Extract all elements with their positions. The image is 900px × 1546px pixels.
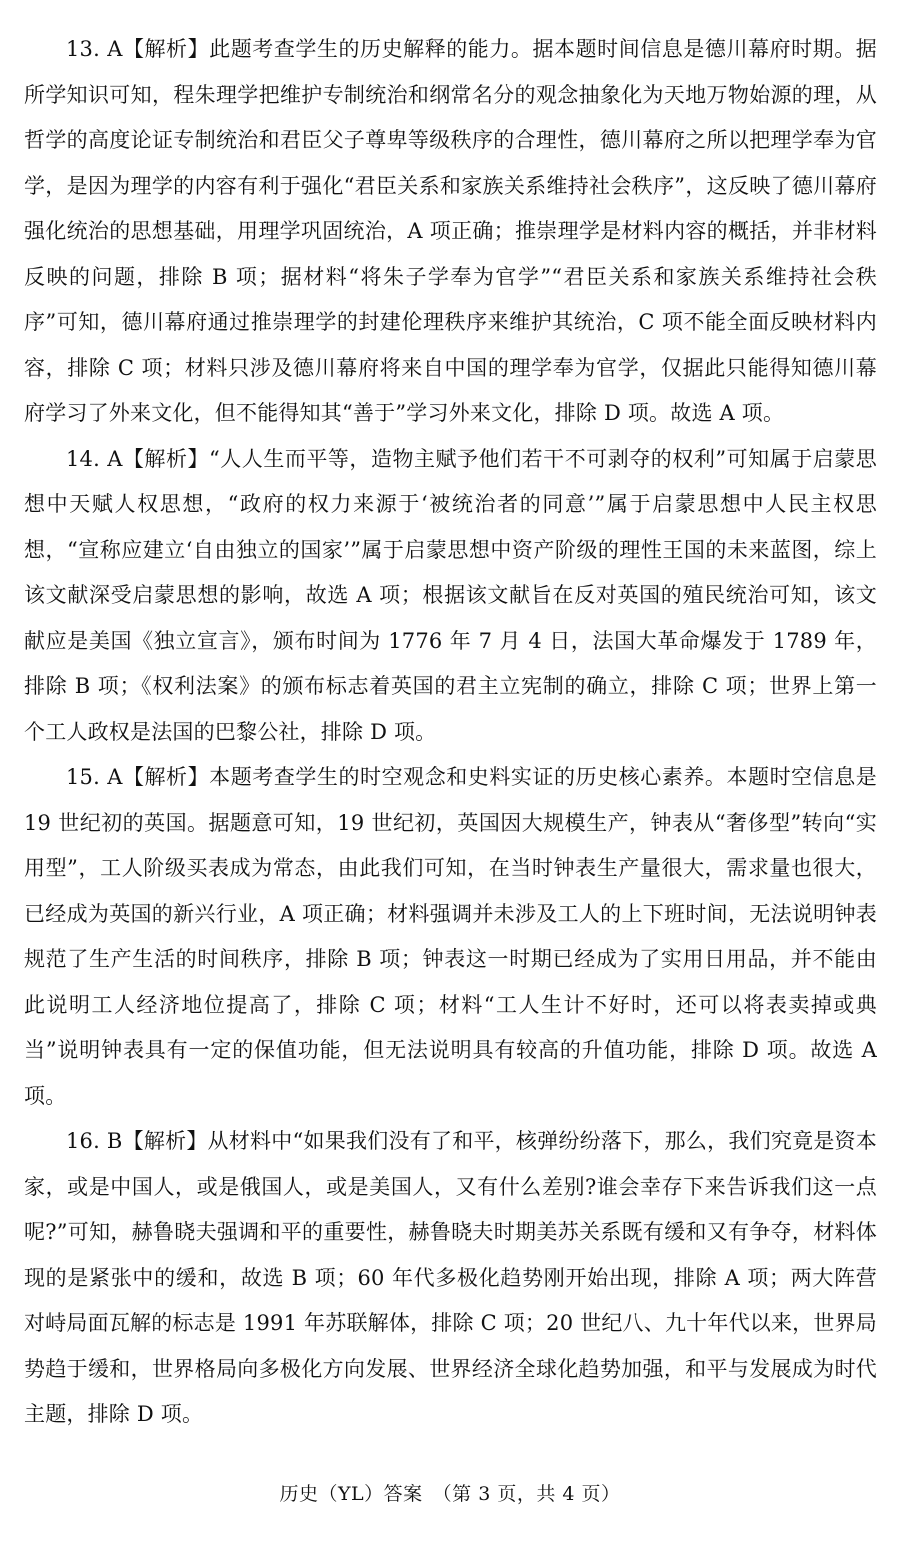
answer-14: 14. A【解析】“人人生而平等，造物主赋予他们若干不可剥夺的权利”可知属于启蒙思想中天赋人权思想，“政府的权力来源于‘被统治者的同意’”属于启蒙思想中人民主权思想，“宣称应建立‘自由独立的国家’”属于启蒙思想中资产阶级的理性王国的未来蓝图，综上该文献深受启蒙思想的影响，故选 A 项；根据该文献旨在反对英国的殖民统治可知，该文献应是美国《独立宣言》，颁布时间为 1776 年 7 月 4 日，法国大革命爆发于 1789 年，排除 B 项；《权利法案》的颁布标志着英国的君主立宪制的确立，排除 C 项；世界上第一个工人政权是法国的巴黎公社，排除 D 项。 (24, 446, 877, 744)
answer-13: 13. A【解析】此题考查学生的历史解释的能力。据本题时间信息是德川幕府时期。据所学知识可知，程朱理学把维护专制统治和纲常名分的观念抽象化为天地万物始源的理，从哲学的高度论证专制统治和君臣父子尊卑等级秩序的合理性，德川幕府之所以把理学奉为官学，是因为理学的内容有利于强化“君臣关系和家族关系维持社会秩序”，这反映了德川幕府强化统治的思想基础，用理学巩固统治，A 项正确；推崇理学是材料内容的概括，并非材料反映的问题，排除 B 项；据材料“将朱子学奉为官学”“君臣关系和家族关系维持社会秩序”可知，德川幕府通过推崇理学的封建伦理秩序来维护其统治，C 项不能全面反映材料内容，排除 C 项；材料只涉及德川幕府将来自中国的理学奉为官学，仅据此只能得知德川幕府学习了外来文化，但不能得知其“善于”学习外来文化，排除 D 项。故选 A 项。 (24, 37, 877, 425)
answer-16: 16. B【解析】从材料中“如果我们没有了和平，核弹纷纷落下，那么，我们究竟是资本家，或是中国人，或是俄国人，或是美国人，又有什么差别?谁会幸存下来告诉我们这一点呢?”可知，赫鲁晓夫强调和平的重要性，赫鲁晓夫时期美苏关系既有缓和又有争夺，材料体现的是紧张中的缓和，故选 B 项；60 年代多极化趋势刚开始出现，排除 A 项；两大阵营对峙局面瓦解的标志是 1991 年苏联解体，排除 C 项；20 世纪八、九十年代以来，世界局势趋于缓和，世界格局向多极化方向发展、世界经济全球化趋势加强，和平与发展成为时代主题，排除 D 项。 (24, 1129, 877, 1426)
page-footer: 历史（YL）答案 （第 3 页，共 4 页） (279, 1483, 621, 1505)
answer-15: 15. A【解析】本题考查学生的时空观念和史料实证的历史核心素养。本题时空信息是 19 世纪初的英国。据题意可知，19 世纪初，英国因大规模生产，钟表从“奢侈型”转向“实用型”，工人阶级买表成为常态，由此我们可知，在当时钟表生产量很大，需求量也很大，已经成为英国的新兴行业，A 项正确；材料强调并未涉及工人的上下班时间，无法说明钟表规范了生产生活的时间秩序，排除 B 项；钟表这一时期已经成为了实用日用品，并不能由此说明工人经济地位提高了，排除 C 项；材料“工人生计不好时，还可以将表卖掉或典当”说明钟表具有一定的保值功能，但无法说明具有较高的升值功能，排除 D 项。故选 A 项。 (24, 765, 877, 1108)
answer-list (24, 27, 877, 1438)
